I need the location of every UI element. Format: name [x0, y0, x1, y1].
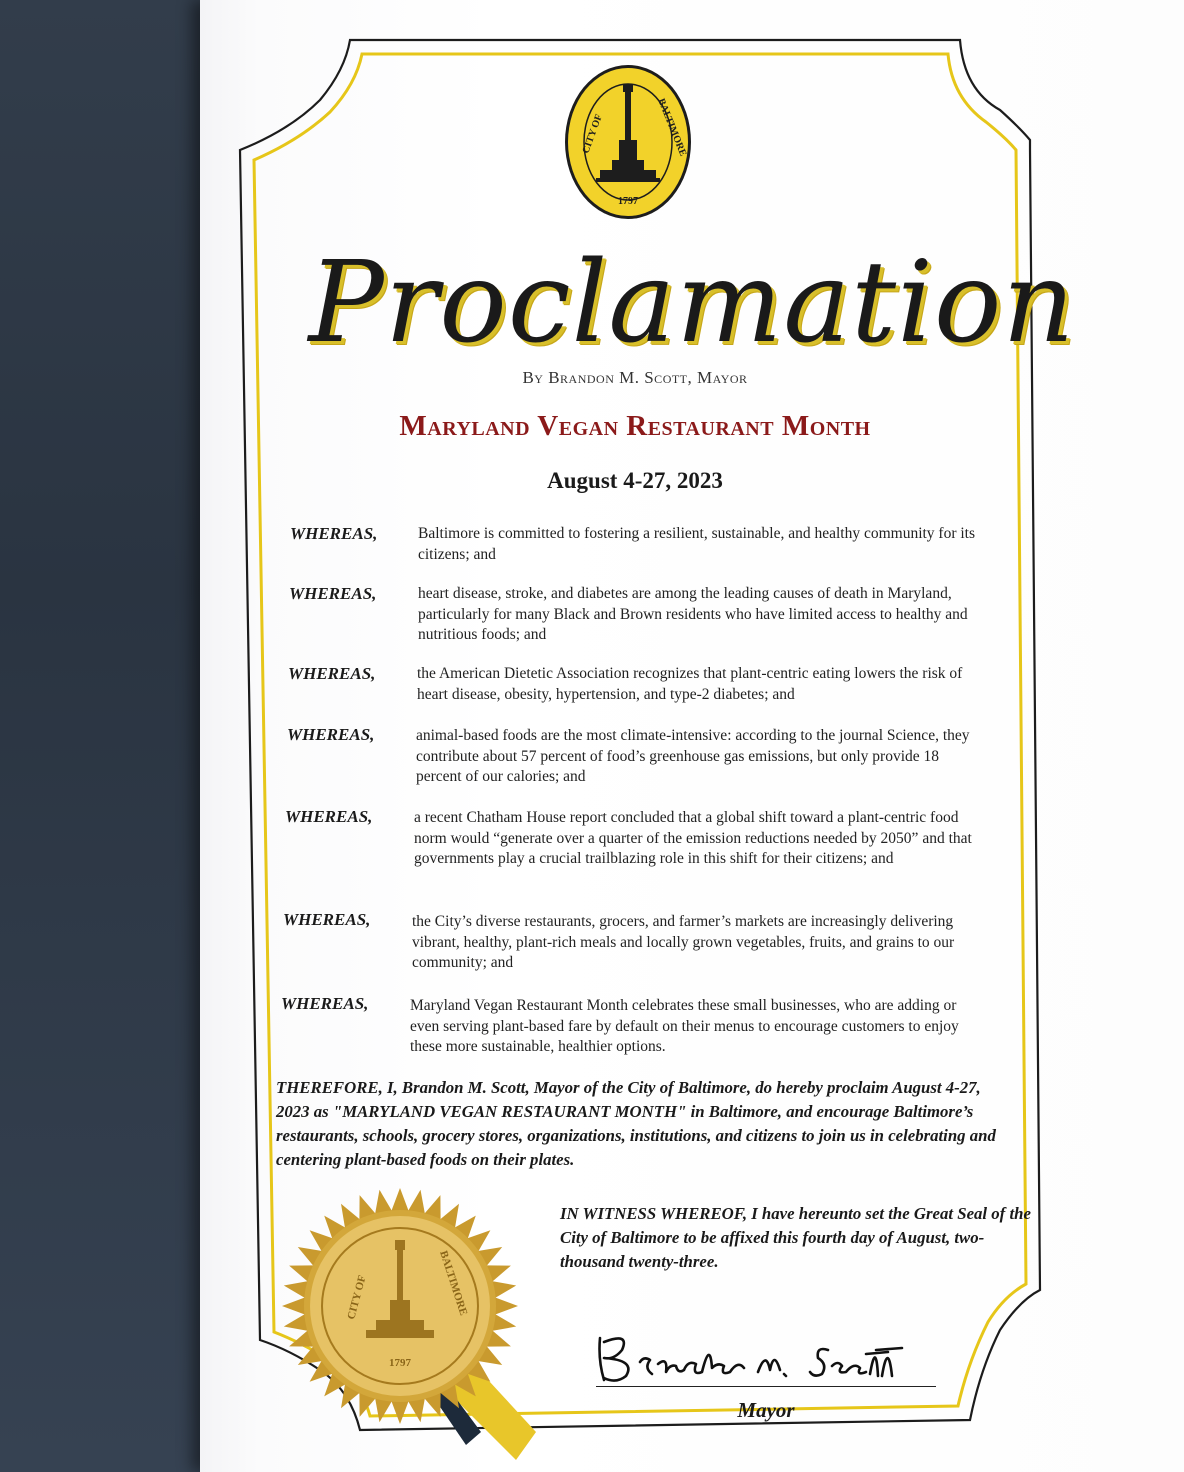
mayor-signature	[570, 1320, 950, 1390]
whereas-label: WHEREAS,	[289, 584, 377, 603]
witness-paragraph: IN WITNESS WHEREOF, I have hereunto set the Great Seal of the City of Baltimore to be affixed this fourth day of August, two-thousand twenty-three.	[560, 1204, 1031, 1271]
proclamation-heading: Maryland Vegan Restaurant Month	[399, 410, 871, 442]
signer-title: Mayor	[737, 1398, 795, 1422]
seal-text-left: CITY OF	[580, 112, 605, 156]
whereas-label: WHEREAS,	[285, 807, 373, 826]
proclamation-date: August 4-27, 2023	[547, 468, 723, 493]
seal-year: 1797	[618, 196, 638, 207]
whereas-text: a recent Chatham House report concluded that a global shift toward a plant-centric food norm would “generate over a quarter of the emission reductions needed by 2050” and that governments play a crucial trailblazing role in this shift for their citizens; and	[414, 809, 972, 867]
whereas-label: WHEREAS,	[287, 725, 375, 744]
whereas-text: heart disease, stroke, and diabetes are among the leading causes of death in Maryland, particularly for many Black and Brown residents who have limited access to healthy and nutritious foods; and	[418, 585, 968, 643]
gold-foil-seal	[276, 1170, 546, 1470]
whereas-label: WHEREAS,	[288, 664, 376, 683]
gold-seal-year: 1797	[389, 1357, 411, 1369]
byline: By Brandon M. Scott, Mayor	[522, 368, 748, 387]
whereas-label: WHEREAS,	[281, 994, 369, 1013]
whereas-text: the American Dietetic Association recognizes that plant-centric eating lowers the risk of heart disease, obesity, hypertension, and type-2 diabetes; and	[417, 665, 963, 703]
whereas-text: Maryland Vegan Restaurant Month celebrates these small businesses, who are adding or even serving plant-based fare by default on their menus to encourage customers to enjoy these more sustainable, healthier options.	[410, 997, 959, 1055]
whereas-text: the City’s diverse restaurants, grocers, and farmer’s markets are increasingly delivering vibrant, healthy, plant-rich meals and locally grown vegetables, fruits, and grains to our community; and	[412, 913, 955, 971]
whereas-text: Baltimore is committed to fostering a resilient, sustainable, and healthy community for its citizens; and	[418, 525, 976, 563]
signature-line	[596, 1386, 936, 1387]
whereas-label: WHEREAS,	[283, 910, 371, 929]
gold-seal-text-left: CITY OF	[345, 1274, 369, 1321]
therefore-paragraph: THEREFORE, I, Brandon M. Scott, Mayor of the City of Baltimore, do hereby proclaim August 4-27, 2023 as "MARYLAND VEGAN RESTAURANT MONTH" in Baltimore, and encourage Baltimore’s restaurants, schools, grocery stores, organizations, institutions, and citizens to join us in celebrating and centering plant-based foods on their plates.	[276, 1078, 996, 1169]
proclamation-title: Proclamation	[308, 238, 1076, 368]
seal-text-right: BALTIMORE	[655, 97, 689, 158]
city-seal-emblem	[562, 62, 694, 222]
whereas-text: animal-based foods are the most climate-intensive: according to the journal Science, they contribute about 57 percent of food’s greenhouse gas emissions, but only provide 18 percent of our calories; and	[416, 727, 970, 785]
gold-seal-text-right: BALTIMORE	[437, 1249, 470, 1318]
whereas-label: WHEREAS,	[290, 524, 378, 543]
